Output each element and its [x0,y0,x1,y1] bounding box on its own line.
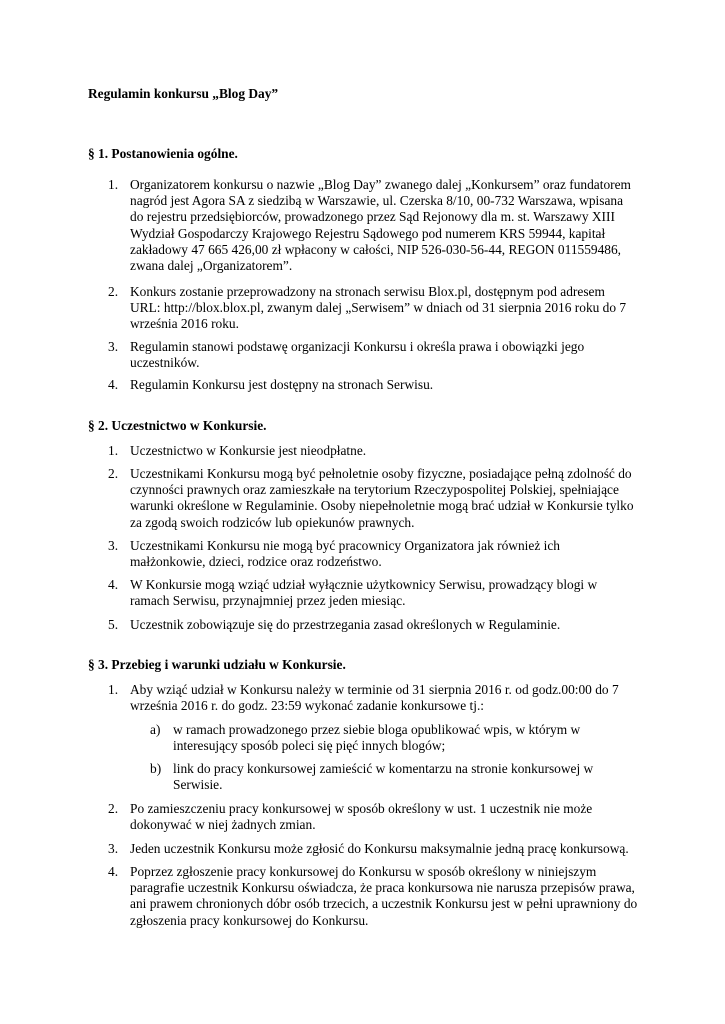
item-text [130,538,650,570]
text-line: września 2016 roku. [130,316,239,332]
item-number: 2. [108,466,119,481]
item-number: 5. [108,617,119,632]
text-line: Po zamieszczeniu pracy konkursowej w sposób określony w ust. 1 uczestnik nie może [130,801,593,816]
text-line: URL: http://blox.blox.pl, zwanym dalej „Serwisem” w dniach od 31 sierpnia 2016 roku do 7 [130,300,627,316]
text-line: w ramach prowadzonego przez siebie bloga opublikować wpis, w którym w [173,722,581,737]
item-text [130,466,650,531]
text-line: do rejestru przedsiębiorców, prowadzonego przez Sąd Rejonowy dla m. st. Warszawy XIII [130,209,615,225]
text-line: link do pracy konkursowej zamieścić w komentarzu na stronie konkursowej w [173,761,594,776]
item-text [173,722,633,754]
text-line: ramach Serwisu, przynajmniej przez jeden miesiąc. [130,593,406,609]
section-heading-2: § 2. Uczestnictwo w Konkursie. [88,418,267,433]
text-line: Serwisie. [173,777,223,793]
item-number: 3. [108,339,119,354]
document-title: Regulamin konkursu „Blog Day” [88,86,279,101]
item-text [130,617,650,633]
item-number: 1. [108,177,119,192]
section-heading-1: § 1. Postanowienia ogólne. [88,146,238,161]
text-line: Aby wziąć udział w Konkursu należy w terminie od 31 sierpnia 2016 r. od godz.00:00 do 7 [130,682,619,697]
item-number: 1. [108,682,119,697]
item-number: 1. [108,443,119,458]
item-text [130,443,650,459]
text-line: uczestników. [130,355,200,371]
item-text [130,177,650,274]
text-line: W Konkursie mogą wziąć udział wyłącznie użytkownicy Serwisu, prowadzący blogi w [130,577,598,592]
text-line: września 2016 r. do godz. 23:59 wykonać zadanie konkursowe tj.: [130,698,485,714]
item-letter: a) [150,722,161,737]
text-line: zgłoszenia pracy konkursowej do Konkursu. [130,912,369,928]
item-number: 2. [108,801,119,816]
text-line: Uczestnikami Konkursu nie mogą być pracownicy Organizatora jak również ich [130,538,560,553]
item-number: 4. [108,864,119,879]
item-letter: b) [150,761,162,776]
text-line: paragrafie uczestnik Konkursu oświadcza, że praca konkursowa nie narusza przepisów prawa, [130,880,635,896]
item-text [173,761,633,793]
text-line: Konkurs zostanie przeprowadzony na stronach serwisu Blox.pl, dostępnym pod adresem [130,284,605,299]
text-line: Regulamin stanowi podstawę organizacji Konkursu i określa prawa i obowiązki jego [130,339,585,354]
item-text [130,864,650,929]
text-line: Poprzez zgłoszenie pracy konkursowej do Konkursu w sposób określony w niniejszym [130,864,597,879]
item-number: 4. [108,577,119,592]
text-line: interesujący sposób poleci się pięć innych blogów; [173,738,446,754]
item-text [130,841,650,857]
text-line: Regulamin Konkursu jest dostępny na stronach Serwisu. [130,377,434,392]
item-text [130,284,650,333]
text-line: Uczestnik zobowiązuje się do przestrzegania zasad określonych w Regulaminie. [130,617,561,632]
item-text [130,801,650,833]
text-line: dokonywać w niej żadnych zmian. [130,817,316,833]
text-line: zakładowy 47 665 426,00 zł wpłacony w całości, NIP 526-030-56-44, REGON 011559486, [130,241,622,257]
text-line: Wydział Gospodarczy Krajowego Rejestru Sądowego pod numerem KRS 59944, kapitał [130,225,606,241]
text-line: za zgodą swoich rodziców lub opiekunów prawnych. [130,514,415,530]
text-line: Uczestnikami Konkursu mogą być pełnoletnie osoby fizyczne, posiadające pełną zdolność do [130,466,632,481]
item-number: 3. [108,538,119,553]
text-line: małżonkowie, dzieci, rodzice oraz rodzeństwo. [130,554,382,570]
text-line: Organizatorem konkursu o nazwie „Blog Day” zwanego dalej „Konkursem” oraz fundatorem [130,177,631,192]
item-text [130,577,650,609]
text-line: czynności prawnych oraz zamieszkałe na terytorium Rzeczypospolitej Polskiej, spełniające [130,482,619,498]
item-number: 2. [108,284,119,299]
text-line: zwana dalej „Organizatorem”. [130,258,293,274]
item-text [130,377,650,393]
text-line: ani prawem chronionych dóbr osób trzecich, a uczestnik Konkursu jest w pełni uprawniony do [130,896,638,912]
item-number: 4. [108,377,119,392]
text-line: Jeden uczestnik Konkursu może zgłosić do Konkursu maksymalnie jedną pracę konkursową. [130,841,629,856]
text-line: nagród jest Agora SA z siedzibą w Warszawie, ul. Czerska 8/10, 00-732 Warszawa, wpisana [130,193,624,209]
text-line: Uczestnictwo w Konkursie jest nieodpłatne. [130,443,367,458]
text-line: warunki określone w Regulaminie. Osoby niepełnoletnie mogą brać udział w Konkursie tylko [130,498,634,514]
item-number: 3. [108,841,119,856]
section-heading-3: § 3. Przebieg i warunki udziału w Konkursie. [88,657,346,672]
item-text [130,339,650,371]
item-text [130,682,650,714]
